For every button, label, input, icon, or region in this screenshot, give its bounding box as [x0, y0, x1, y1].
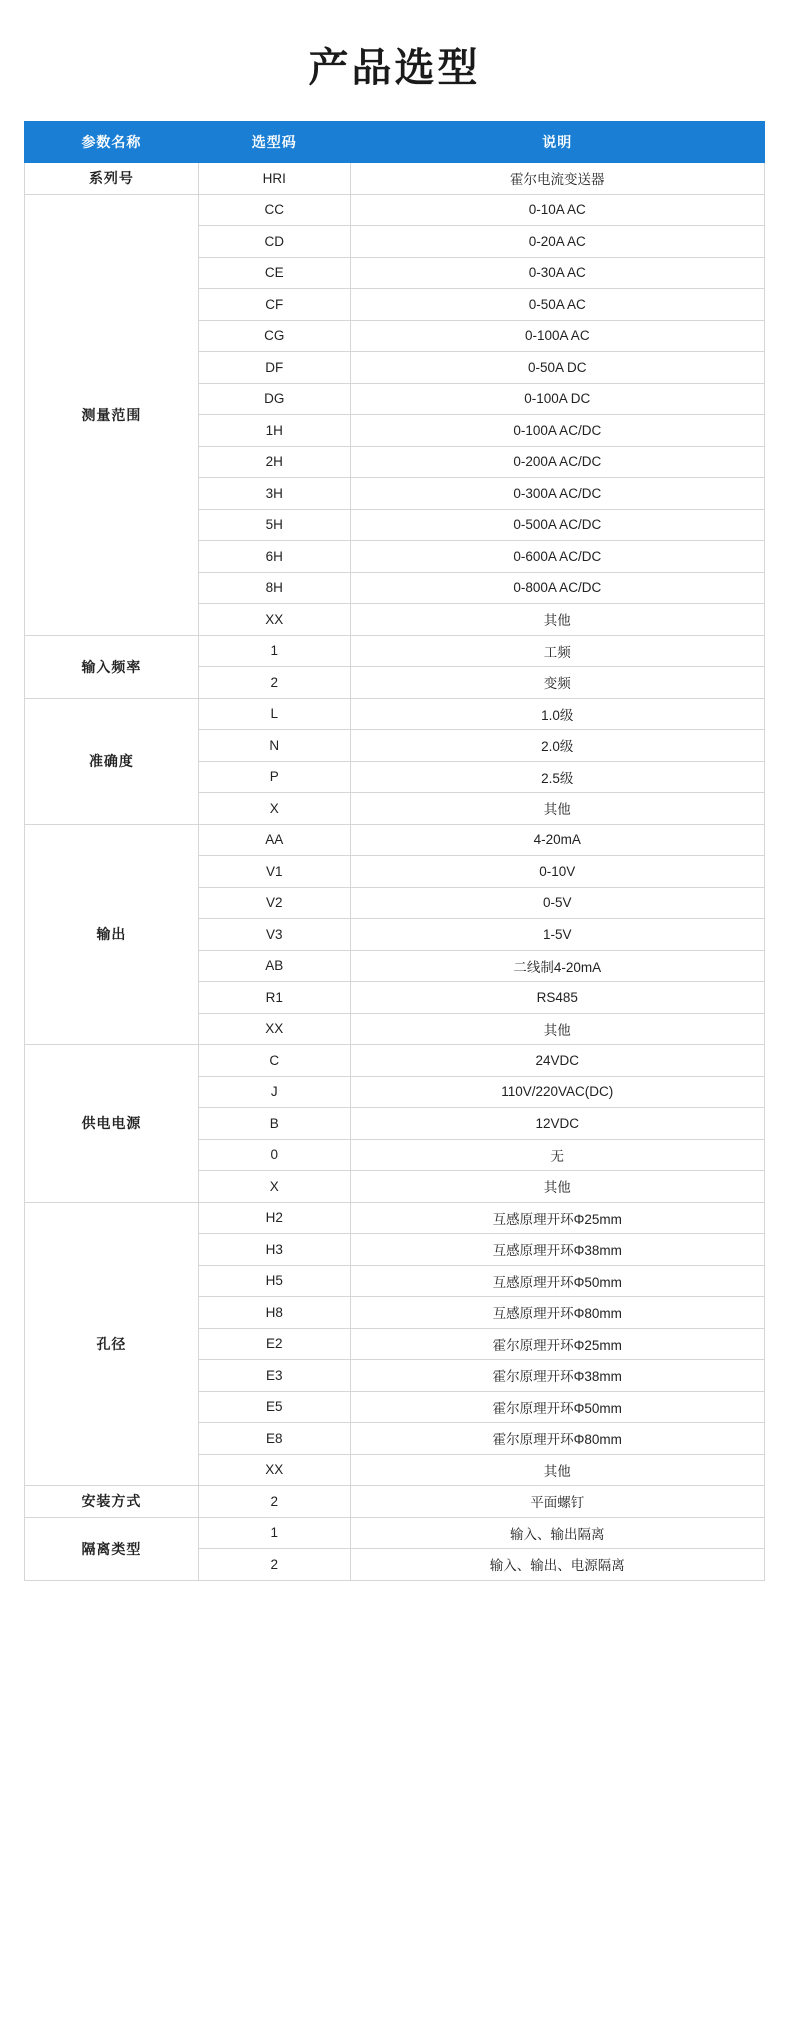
selection-code-cell: XX — [198, 1454, 350, 1486]
table-row — [25, 1517, 765, 1549]
description-cell: 12VDC — [350, 1108, 764, 1140]
description-cell: 0-600A AC/DC — [350, 541, 764, 573]
selection-code-cell: 0 — [198, 1139, 350, 1171]
description-cell: 平面螺钉 — [350, 1486, 764, 1518]
description-cell: 二线制4-20mA — [350, 950, 764, 982]
param-name-cell: 供电电源 — [25, 1045, 199, 1203]
table-header-row — [25, 122, 765, 163]
description-cell: 霍尔原理开环Φ80mm — [350, 1423, 764, 1455]
param-name-cell: 输入频率 — [25, 635, 199, 698]
selection-code-cell: 3H — [198, 478, 350, 510]
selection-code-cell: V3 — [198, 919, 350, 951]
selection-code-cell: 1H — [198, 415, 350, 447]
description-cell: 其他 — [350, 1171, 764, 1203]
description-cell: 0-100A AC/DC — [350, 415, 764, 447]
description-cell: 变频 — [350, 667, 764, 699]
param-name-cell: 隔离类型 — [25, 1517, 199, 1580]
selection-code-cell: H8 — [198, 1297, 350, 1329]
selection-code-cell: 2H — [198, 446, 350, 478]
selection-code-cell: H5 — [198, 1265, 350, 1297]
selection-code-cell: DF — [198, 352, 350, 384]
selection-code-cell: P — [198, 761, 350, 793]
selection-code-cell: AA — [198, 824, 350, 856]
description-cell: 0-100A DC — [350, 383, 764, 415]
description-cell: 霍尔原理开环Φ38mm — [350, 1360, 764, 1392]
description-cell: 0-50A DC — [350, 352, 764, 384]
selection-code-cell: H2 — [198, 1202, 350, 1234]
selection-code-cell: XX — [198, 1013, 350, 1045]
table-row — [25, 824, 765, 856]
selection-code-cell: X — [198, 793, 350, 825]
selection-code-cell: CG — [198, 320, 350, 352]
table-row — [25, 1202, 765, 1234]
description-cell: 0-800A AC/DC — [350, 572, 764, 604]
description-cell: 0-10V — [350, 856, 764, 888]
table-body — [25, 163, 765, 1581]
description-cell: RS485 — [350, 982, 764, 1014]
table-row — [25, 698, 765, 730]
description-cell: 0-5V — [350, 887, 764, 919]
description-cell: 1-5V — [350, 919, 764, 951]
selection-code-cell: CE — [198, 257, 350, 289]
selection-code-cell: B — [198, 1108, 350, 1140]
description-cell: 0-100A AC — [350, 320, 764, 352]
param-name-cell: 测量范围 — [25, 194, 199, 635]
selection-code-cell: 6H — [198, 541, 350, 573]
selection-code-cell: V2 — [198, 887, 350, 919]
table-row — [25, 1045, 765, 1077]
description-cell: 其他 — [350, 1454, 764, 1486]
param-name-cell: 安装方式 — [25, 1486, 199, 1518]
selection-code-cell: R1 — [198, 982, 350, 1014]
description-cell: 110V/220VAC(DC) — [350, 1076, 764, 1108]
selection-code-cell: HRI — [198, 163, 350, 195]
description-cell: 其他 — [350, 1013, 764, 1045]
description-cell: 输入、输出、电源隔离 — [350, 1549, 764, 1581]
description-cell: 2.0级 — [350, 730, 764, 762]
selection-code-cell: J — [198, 1076, 350, 1108]
description-cell: 0-10A AC — [350, 194, 764, 226]
column-header-param: 参数名称 — [25, 122, 199, 163]
selection-code-cell: E2 — [198, 1328, 350, 1360]
table-row — [25, 635, 765, 667]
description-cell: 输入、输出隔离 — [350, 1517, 764, 1549]
table-row — [25, 163, 765, 195]
product-selection-table — [24, 121, 765, 1581]
selection-code-cell: 2 — [198, 1549, 350, 1581]
selection-code-cell: XX — [198, 604, 350, 636]
selection-code-cell: E5 — [198, 1391, 350, 1423]
description-cell: 其他 — [350, 793, 764, 825]
selection-code-cell: E8 — [198, 1423, 350, 1455]
selection-code-cell: N — [198, 730, 350, 762]
page-title: 产品选型 — [308, 46, 481, 90]
param-name-cell: 孔径 — [25, 1202, 199, 1486]
selection-code-cell: H3 — [198, 1234, 350, 1266]
table-row — [25, 1486, 765, 1518]
description-cell: 霍尔原理开环Φ25mm — [350, 1328, 764, 1360]
selection-code-cell: CF — [198, 289, 350, 321]
description-cell: 0-20A AC — [350, 226, 764, 258]
selection-code-cell: 8H — [198, 572, 350, 604]
description-cell: 2.5级 — [350, 761, 764, 793]
selection-code-cell: E3 — [198, 1360, 350, 1392]
description-cell: 互感原理开环Φ25mm — [350, 1202, 764, 1234]
selection-code-cell: C — [198, 1045, 350, 1077]
description-cell: 0-30A AC — [350, 257, 764, 289]
description-cell: 互感原理开环Φ80mm — [350, 1297, 764, 1329]
description-cell: 霍尔电流变送器 — [350, 163, 764, 195]
description-cell: 0-200A AC/DC — [350, 446, 764, 478]
selection-code-cell: CD — [198, 226, 350, 258]
description-cell: 24VDC — [350, 1045, 764, 1077]
description-cell: 其他 — [350, 604, 764, 636]
selection-code-cell: 1 — [198, 1517, 350, 1549]
description-cell: 霍尔原理开环Φ50mm — [350, 1391, 764, 1423]
selection-code-cell: V1 — [198, 856, 350, 888]
param-name-cell: 准确度 — [25, 698, 199, 824]
description-cell: 0-500A AC/DC — [350, 509, 764, 541]
selection-code-cell: L — [198, 698, 350, 730]
selection-code-cell: 2 — [198, 667, 350, 699]
selection-code-cell: 1 — [198, 635, 350, 667]
description-cell: 1.0级 — [350, 698, 764, 730]
selection-code-cell: 5H — [198, 509, 350, 541]
param-name-cell: 输出 — [25, 824, 199, 1045]
description-cell: 4-20mA — [350, 824, 764, 856]
description-cell: 0-50A AC — [350, 289, 764, 321]
param-name-cell: 系列号 — [25, 163, 199, 195]
table-row — [25, 194, 765, 226]
selection-code-cell: 2 — [198, 1486, 350, 1518]
selection-code-cell: AB — [198, 950, 350, 982]
selection-code-cell: X — [198, 1171, 350, 1203]
description-cell: 互感原理开环Φ38mm — [350, 1234, 764, 1266]
table-header — [25, 122, 765, 163]
description-cell: 0-300A AC/DC — [350, 478, 764, 510]
selection-code-cell: CC — [198, 194, 350, 226]
column-header-desc: 说明 — [350, 122, 764, 163]
selection-table-wrapper — [24, 121, 765, 1581]
column-header-code: 选型码 — [198, 122, 350, 163]
description-cell: 工频 — [350, 635, 764, 667]
selection-code-cell: DG — [198, 383, 350, 415]
description-cell: 互感原理开环Φ50mm — [350, 1265, 764, 1297]
description-cell: 无 — [350, 1139, 764, 1171]
